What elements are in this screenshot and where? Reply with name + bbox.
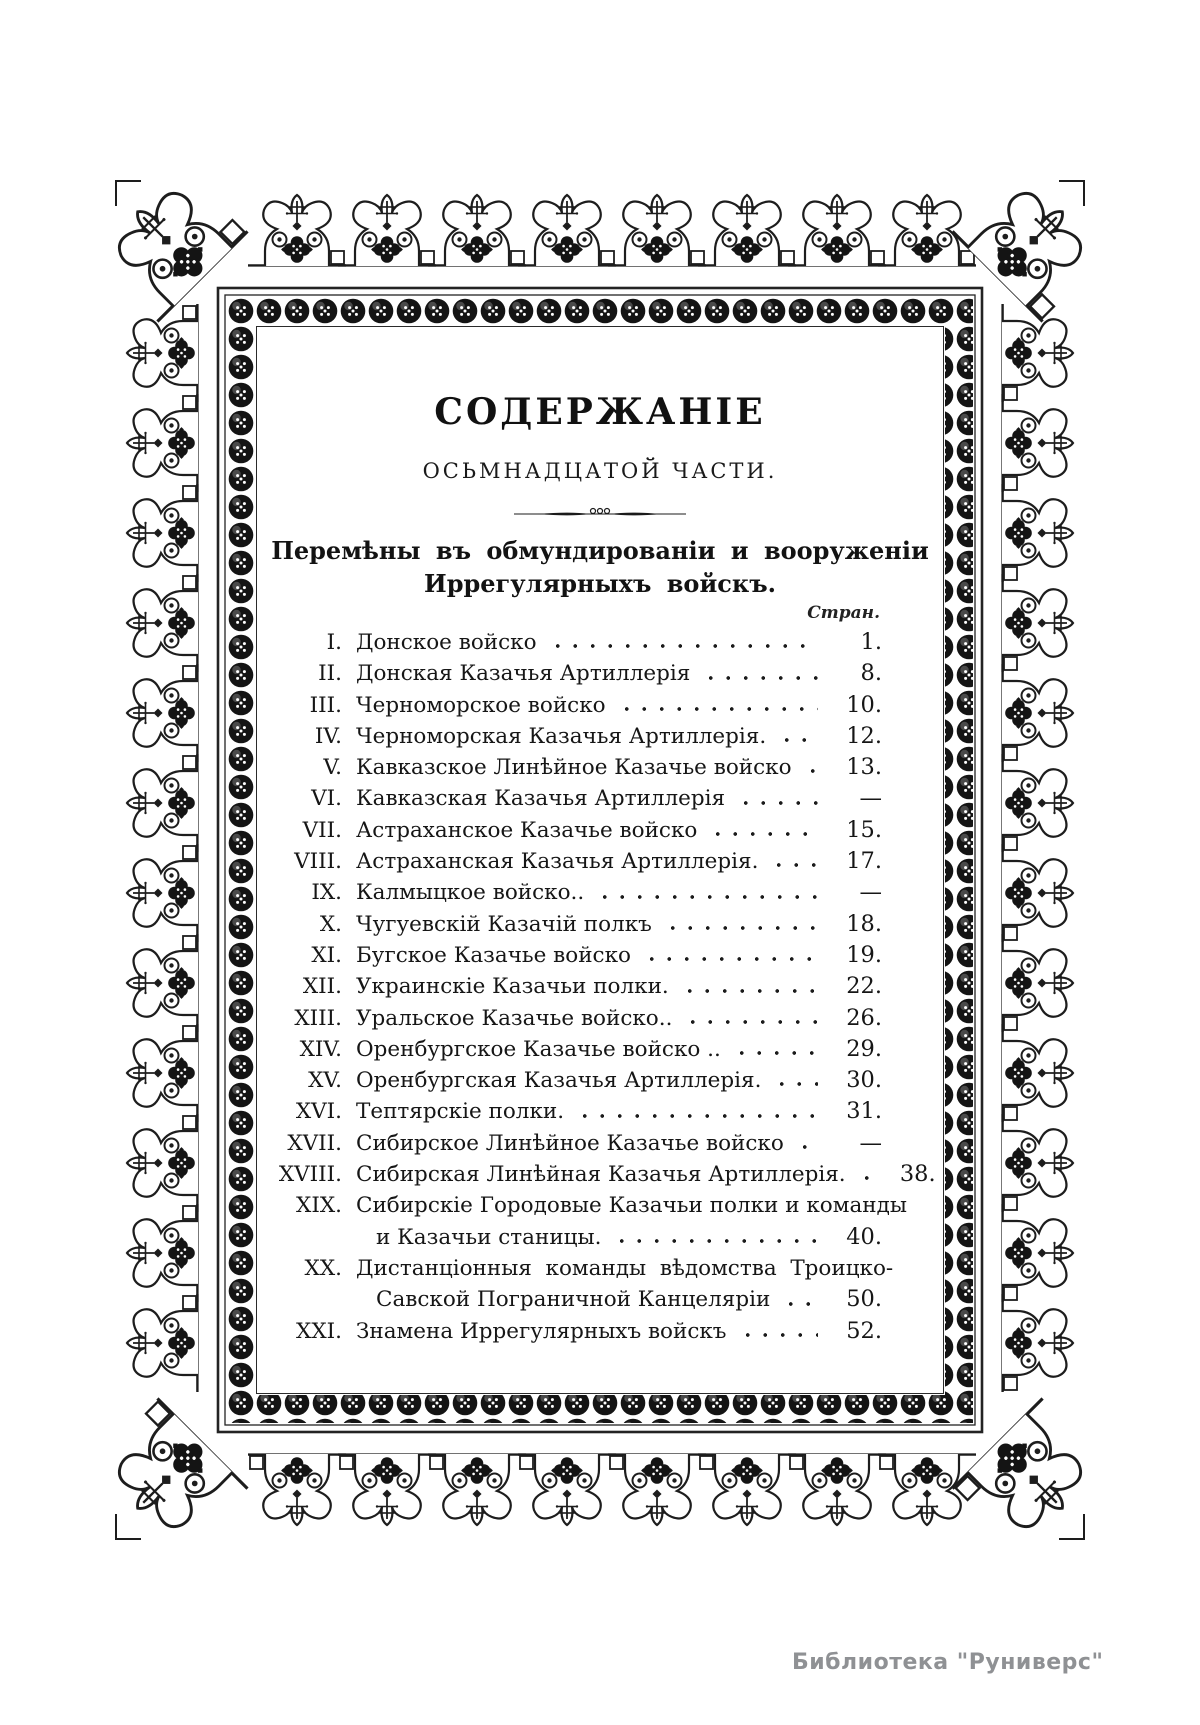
toc-page-number: 50. bbox=[846, 1286, 882, 1313]
toc-entry-title: Чугуевскій Казачій полкъ bbox=[356, 911, 652, 937]
toc-entry-title: Бугское Казачье войско bbox=[356, 942, 631, 968]
section-heading bbox=[256, 534, 944, 600]
toc-page-number: 10. bbox=[846, 691, 882, 718]
toc-line bbox=[272, 1003, 882, 1034]
toc-numeral: VIII. bbox=[294, 849, 342, 875]
toc-entry-title: Астраханское Казачье войско bbox=[356, 817, 698, 843]
toc-entry-title-continuation: Савской Пограничной Канцеляріи bbox=[376, 1287, 771, 1313]
toc-line bbox=[272, 783, 882, 814]
toc-page-number: 13. bbox=[846, 754, 882, 781]
toc-entry-title: Украинскіе Казачьи полки. bbox=[356, 974, 669, 1000]
dot-leader bbox=[662, 923, 818, 933]
toc-page-number: 19. bbox=[846, 941, 882, 968]
dot-leader bbox=[802, 766, 818, 776]
toc-line bbox=[272, 815, 882, 846]
toc-entry-title: Черноморская Казачья Артиллерія. bbox=[356, 723, 767, 749]
border-bottom bbox=[248, 1454, 976, 1525]
toc-numeral: XI. bbox=[311, 942, 342, 968]
toc-line bbox=[272, 752, 882, 783]
toc-page-number: 18. bbox=[846, 910, 882, 937]
toc-page-number: 12. bbox=[846, 722, 882, 749]
toc-numeral: X. bbox=[319, 911, 342, 937]
toc-numeral: VII. bbox=[302, 817, 342, 843]
toc-numeral: XIII. bbox=[294, 1005, 342, 1031]
toc-entry-title: Кавказское Линѣйное Казачье войско bbox=[356, 755, 792, 781]
toc-numeral: XII. bbox=[302, 974, 342, 1000]
toc-line bbox=[272, 877, 882, 908]
toc-line bbox=[272, 1065, 882, 1096]
toc-row bbox=[272, 1316, 882, 1347]
dot-leader bbox=[794, 1142, 818, 1152]
toc-row bbox=[272, 940, 882, 971]
section-heading-line2: Иррегулярныхъ войскъ. bbox=[424, 569, 776, 598]
toc-line bbox=[272, 690, 882, 721]
dot-leader bbox=[611, 1236, 818, 1246]
border-top bbox=[248, 195, 976, 266]
toc-line bbox=[272, 1253, 894, 1284]
toc-numeral: VI. bbox=[311, 786, 342, 812]
toc-numeral: III. bbox=[309, 692, 342, 718]
toc-entry-title: Калмыцкое войско.. bbox=[356, 880, 585, 906]
toc-row bbox=[272, 1253, 894, 1316]
dot-leader bbox=[737, 1330, 819, 1340]
toc-numeral: XVI. bbox=[295, 1099, 342, 1125]
toc-entry-title: Знамена Иррегулярныхъ войскъ bbox=[356, 1318, 727, 1344]
page-subtitle: ОСЬМНАДЦАТОЙ ЧАСТИ. bbox=[422, 459, 778, 483]
toc-line bbox=[272, 971, 882, 1002]
border-left bbox=[127, 304, 198, 1392]
toc-page-content bbox=[256, 326, 944, 1394]
toc-row bbox=[272, 752, 882, 783]
toc-entry-title: Оренбургская Казачья Артиллерія. bbox=[356, 1068, 762, 1094]
toc-row bbox=[272, 721, 882, 752]
dot-leader bbox=[768, 860, 818, 870]
page-title: СОДЕРЖАНІЕ bbox=[434, 391, 766, 433]
toc-page-number: 38. bbox=[899, 1161, 936, 1188]
dot-leader bbox=[856, 1173, 872, 1183]
toc-line bbox=[272, 909, 882, 940]
toc-line bbox=[272, 1190, 907, 1221]
dot-leader bbox=[679, 986, 818, 996]
toc-numeral: XIX. bbox=[296, 1193, 342, 1219]
dot-leader bbox=[682, 1017, 818, 1027]
toc-page-number: — bbox=[859, 1129, 882, 1156]
toc-page-number: 30. bbox=[846, 1067, 882, 1094]
toc-entry-title: Дистанціонныя команды вѣдомства Троицко- bbox=[356, 1255, 894, 1281]
toc-numeral: XVII. bbox=[287, 1130, 342, 1156]
toc-row bbox=[272, 877, 882, 908]
toc-row bbox=[272, 815, 882, 846]
toc-row bbox=[272, 1159, 936, 1190]
toc-numeral: XXI. bbox=[296, 1318, 342, 1344]
toc-numeral: I. bbox=[326, 630, 342, 655]
toc-row bbox=[272, 1003, 882, 1034]
toc-entry-title: Астраханская Казачья Артиллерія. bbox=[356, 849, 759, 875]
toc-row bbox=[272, 1034, 882, 1065]
page-column-label: Стран. bbox=[807, 603, 880, 623]
toc-line bbox=[272, 1316, 882, 1347]
toc-line bbox=[272, 846, 882, 877]
toc-page-number: — bbox=[859, 785, 882, 812]
toc-page-number: 40. bbox=[846, 1223, 882, 1250]
toc-row bbox=[272, 1065, 882, 1096]
toc-entry-title: Оренбургское Казачье войско .. bbox=[356, 1036, 721, 1062]
toc-row bbox=[272, 1128, 882, 1159]
toc-numeral: V. bbox=[323, 755, 342, 781]
divider-icon bbox=[510, 504, 690, 522]
dot-leader bbox=[700, 673, 818, 683]
toc-entry-title: Черноморское войско bbox=[356, 692, 606, 718]
toc-row bbox=[272, 783, 882, 814]
dot-leader bbox=[735, 798, 818, 808]
dot-leader bbox=[574, 1111, 818, 1121]
toc-row bbox=[272, 971, 882, 1002]
toc-page-number: 31. bbox=[846, 1098, 882, 1125]
dot-leader bbox=[731, 1048, 818, 1058]
toc-entry-title: Донское войско bbox=[356, 630, 537, 655]
toc-page-number: 1. bbox=[860, 629, 882, 655]
toc-numeral: XX. bbox=[304, 1255, 342, 1281]
toc-line bbox=[272, 1096, 882, 1127]
toc-numeral: IV. bbox=[314, 723, 342, 749]
toc-row bbox=[272, 690, 882, 721]
toc-numeral: XV. bbox=[308, 1068, 342, 1094]
dot-leader bbox=[641, 954, 818, 964]
toc-line-continuation bbox=[272, 1284, 882, 1315]
dot-leader bbox=[707, 829, 818, 839]
dot-leader bbox=[780, 1299, 818, 1309]
toc-page-number: 26. bbox=[846, 1004, 882, 1031]
toc-numeral: XVIII. bbox=[278, 1162, 342, 1188]
dot-leader bbox=[547, 641, 818, 651]
toc-numeral: II. bbox=[318, 661, 342, 687]
library-watermark: Библиотека "Руниверс" bbox=[792, 1650, 1104, 1675]
toc-entry-title: Кавказская Казачья Артиллерія bbox=[356, 786, 726, 812]
toc-numeral: IX. bbox=[311, 880, 342, 906]
toc-entry-title: Донская Казачья Артиллерія bbox=[356, 661, 691, 687]
toc-row bbox=[272, 658, 882, 689]
toc-line bbox=[272, 940, 882, 971]
toc-entry-title: Сибирская Линѣйная Казачья Артиллерія. bbox=[356, 1162, 846, 1188]
toc-page-number: 29. bbox=[846, 1035, 882, 1062]
toc-page-number: 8. bbox=[860, 660, 882, 687]
toc-line bbox=[272, 627, 882, 658]
toc-page-number: 52. bbox=[846, 1317, 882, 1344]
toc-line bbox=[272, 1128, 882, 1159]
toc-entry-title-continuation: и Казачьи станицы. bbox=[376, 1224, 602, 1250]
toc-line bbox=[272, 1159, 936, 1190]
dot-leader bbox=[776, 735, 818, 745]
dot-leader bbox=[616, 704, 818, 714]
dot-leader bbox=[771, 1079, 818, 1089]
toc-page-number: 22. bbox=[846, 973, 882, 1000]
toc-numeral: XIV. bbox=[299, 1036, 342, 1062]
toc-row bbox=[272, 1190, 907, 1253]
toc-page-number: 15. bbox=[846, 816, 882, 843]
toc-entry-title: Сибирскіе Городовые Казачьи полки и команды bbox=[356, 1193, 907, 1219]
toc-entry-title: Уральское Казачье войско.. bbox=[356, 1005, 673, 1031]
toc-entry-title: Тептярскіе полки. bbox=[356, 1099, 565, 1125]
toc-line bbox=[272, 1034, 882, 1065]
toc-line-continuation bbox=[272, 1222, 882, 1253]
toc-list bbox=[256, 627, 944, 1347]
toc-entry-title: Сибирское Линѣйное Казачье войско bbox=[356, 1130, 784, 1156]
toc-page-number: 17. bbox=[846, 848, 882, 875]
toc-line bbox=[272, 721, 882, 752]
section-heading-line1: Перемѣны въ обмундированіи и вооруженіи bbox=[271, 536, 929, 565]
toc-row bbox=[272, 909, 882, 940]
toc-line bbox=[272, 658, 882, 689]
toc-row bbox=[272, 846, 882, 877]
dot-leader bbox=[594, 892, 818, 902]
border-right bbox=[1002, 304, 1073, 1392]
toc-page-number: — bbox=[859, 879, 882, 906]
toc-row bbox=[272, 627, 882, 658]
ornamental-divider bbox=[510, 504, 690, 522]
toc-row bbox=[272, 1096, 882, 1127]
